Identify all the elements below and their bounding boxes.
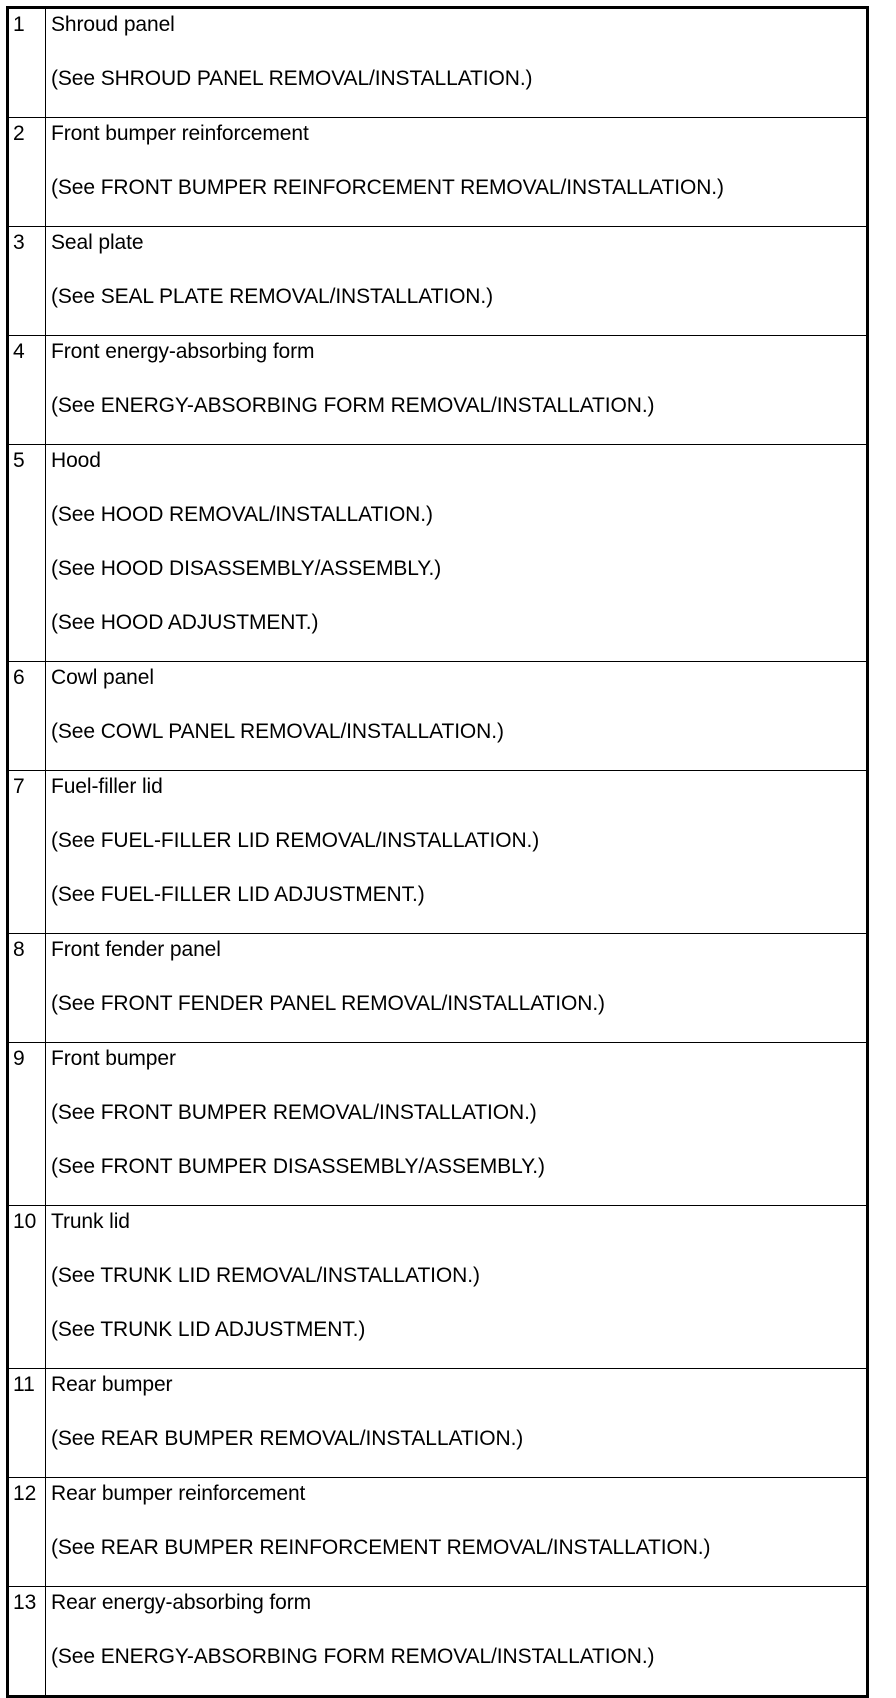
item-description-cell [46,1369,867,1478]
item-description-cell [46,934,867,1043]
item-description [46,1195,866,1357]
procedure-reference: (See HOOD ADJUSTMENT.) [51,611,319,634]
item-description-cell [46,1478,867,1587]
item-number: 7 [13,775,25,798]
table-row [9,1587,866,1696]
item-description-cell [46,1043,867,1206]
item-number-cell [9,1206,46,1369]
procedure-reference: (See HOOD DISASSEMBLY/ASSEMBLY.) [51,557,442,580]
procedure-reference: (See FUEL-FILLER LID REMOVAL/INSTALLATION.) [51,829,540,852]
procedure-reference: (See REAR BUMPER REMOVAL/INSTALLATION.) [51,1427,524,1450]
part-name: Front energy-absorbing form [51,340,315,363]
table-row [9,336,866,445]
part-name: Rear energy-absorbing form [51,1591,312,1614]
item-description-cell [46,9,867,118]
part-name: Fuel-filler lid [51,775,163,798]
part-name: Front bumper reinforcement [51,122,309,145]
procedure-reference: (See FRONT BUMPER REMOVAL/INSTALLATION.) [51,1101,537,1124]
item-description [46,923,866,1031]
item-description [46,760,866,922]
procedure-reference: (See REAR BUMPER REINFORCEMENT REMOVAL/INSTALLATION.) [51,1536,711,1559]
item-description [46,1358,866,1466]
item-description-cell [46,771,867,934]
item-number: 10 [13,1210,37,1233]
item-number-cell [9,9,46,118]
part-name: Cowl panel [51,666,154,689]
item-description-cell [46,662,867,771]
item-description-cell [46,1587,867,1696]
item-description [46,1467,866,1575]
procedure-reference: (See SEAL PLATE REMOVAL/INSTALLATION.) [51,285,493,308]
table-row [9,662,866,771]
item-description [46,651,866,759]
procedure-reference: (See SHROUD PANEL REMOVAL/INSTALLATION.) [51,67,533,90]
procedure-reference: (See ENERGY-ABSORBING FORM REMOVAL/INSTALLATION.) [51,1645,655,1668]
procedure-reference: (See TRUNK LID REMOVAL/INSTALLATION.) [51,1264,480,1287]
item-number: 11 [13,1373,35,1396]
item-number-cell [9,336,46,445]
parts-table-frame [6,6,869,1698]
item-number: 13 [13,1591,37,1614]
procedure-reference: (See ENERGY-ABSORBING FORM REMOVAL/INSTALLATION.) [51,394,655,417]
table-row [9,227,866,336]
item-number: 2 [13,122,25,145]
item-number-cell [9,1043,46,1206]
procedure-reference: (See COWL PANEL REMOVAL/INSTALLATION.) [51,720,504,743]
item-number: 4 [13,340,25,363]
parts-table-body [9,9,866,1695]
item-description [46,216,866,324]
part-name: Trunk lid [51,1210,130,1233]
item-number: 9 [13,1047,25,1070]
table-row [9,9,866,118]
item-description-cell [46,1206,867,1369]
item-number-cell [9,662,46,771]
item-number: 8 [13,938,25,961]
item-description-cell [46,227,867,336]
part-name: Rear bumper reinforcement [51,1482,306,1505]
table-row [9,771,866,934]
part-name: Hood [51,449,101,472]
procedure-reference: (See FRONT FENDER PANEL REMOVAL/INSTALLATION.) [51,992,605,1015]
item-number: 12 [13,1482,37,1505]
item-number-cell [9,118,46,227]
part-name: Rear bumper [51,1373,173,1396]
part-name: Seal plate [51,231,144,254]
part-name: Front bumper [51,1047,176,1070]
item-number-cell [9,445,46,662]
parts-table [9,9,866,1695]
item-description-cell [46,445,867,662]
table-row [9,1206,866,1369]
item-number-cell [9,1587,46,1696]
item-number: 6 [13,666,25,689]
item-description [46,325,866,433]
item-number: 1 [13,13,25,36]
item-description [46,107,866,215]
item-number-cell [9,227,46,336]
table-row [9,1369,866,1478]
item-number-cell [9,1369,46,1478]
part-name: Front fender panel [51,938,221,961]
item-number-cell [9,771,46,934]
table-row [9,118,866,227]
item-description [46,0,866,106]
procedure-reference: (See FRONT BUMPER DISASSEMBLY/ASSEMBLY.) [51,1155,545,1178]
procedure-reference: (See HOOD REMOVAL/INSTALLATION.) [51,503,433,526]
item-number-cell [9,1478,46,1587]
item-description [46,434,866,650]
part-name: Shroud panel [51,13,175,36]
item-number-cell [9,934,46,1043]
item-number: 5 [13,449,25,472]
item-description [46,1032,866,1194]
table-row [9,934,866,1043]
procedure-reference: (See TRUNK LID ADJUSTMENT.) [51,1318,366,1341]
table-row [9,445,866,662]
item-description-cell [46,336,867,445]
item-description [46,1576,866,1684]
procedure-reference: (See FRONT BUMPER REINFORCEMENT REMOVAL/INSTALLATION.) [51,176,724,199]
procedure-reference: (See FUEL-FILLER LID ADJUSTMENT.) [51,883,425,906]
item-number: 3 [13,231,25,254]
table-row [9,1043,866,1206]
table-row [9,1478,866,1587]
item-description-cell [46,118,867,227]
